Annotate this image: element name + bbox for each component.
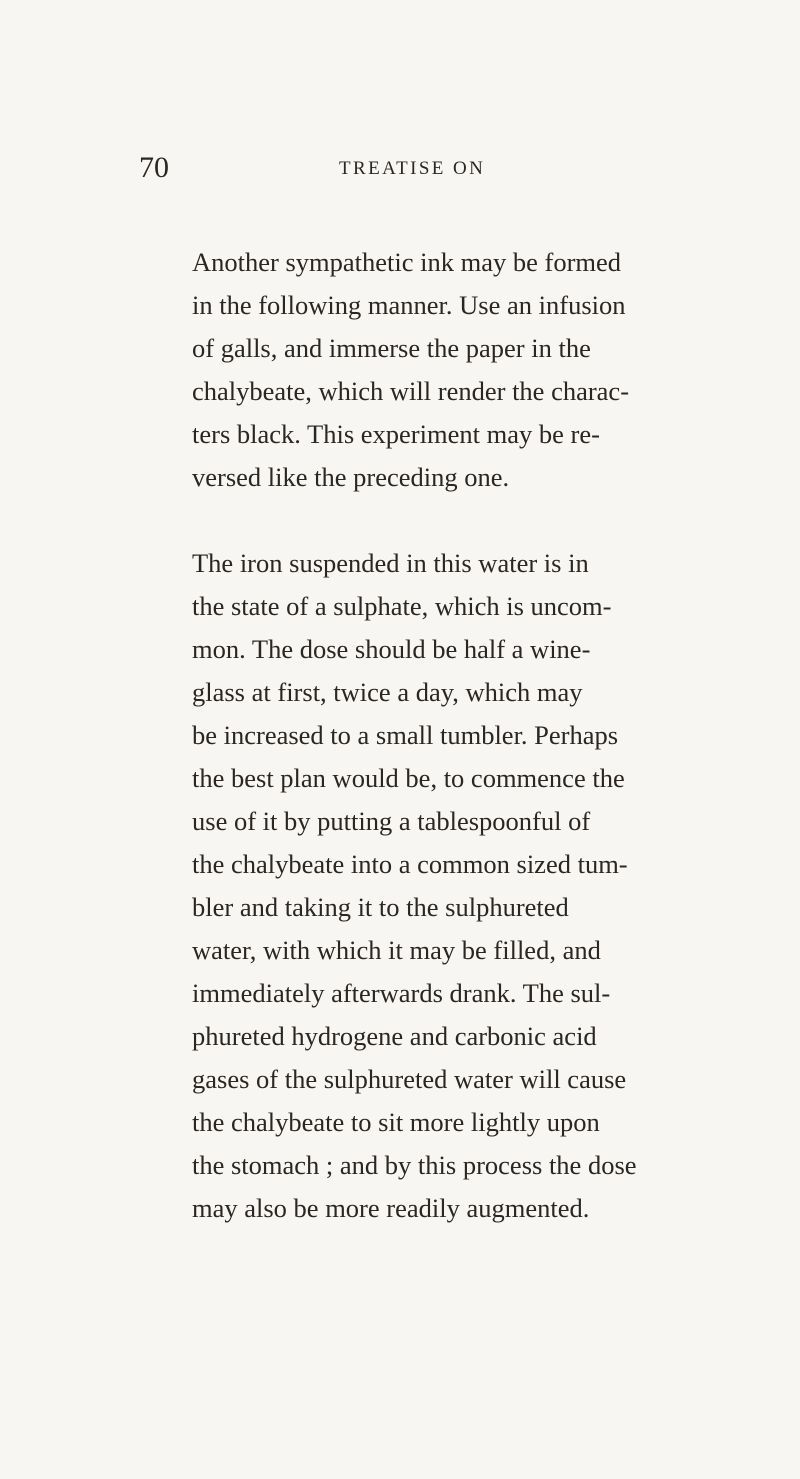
text-line: chalybeate, which will render the charac- [192,376,630,406]
running-head: TREATISE ON [339,158,486,179]
text-line: ters black. This experiment may be re- [192,419,600,449]
text-line: the best plan would be, to commence the [192,763,625,793]
text-line: glass at first, twice a day, which may [192,677,583,707]
text-line: gases of the sulphureted water will cause [192,1064,627,1094]
text-line: The iron suspended in this water is in [192,548,589,578]
text-line: Another sympathetic ink may be formed [192,247,622,277]
paragraph-1 [136,241,668,499]
text-line: bler and taking it to the sulphureted [192,892,569,922]
text-line: may also be more readily augmented. [192,1193,590,1223]
text-line: mon. The dose should be half a wine- [192,634,591,664]
text-line: the chalybeate into a common sized tum- [192,849,628,879]
paragraph-2 [136,542,668,1230]
text-line: immediately afterwards drank. The sul- [192,978,611,1008]
text-line: the state of a sulphate, which is uncom- [192,591,612,621]
text-line: use of it by putting a tablespoonful of [192,806,591,836]
text-line: the stomach ; and by this process the dose [192,1150,637,1180]
page-number: 70 [139,151,169,184]
text-line: versed like the preceding one. [192,462,510,492]
body-text [136,241,668,1230]
text-line: the chalybeate to sit more lightly upon [192,1107,600,1137]
text-line: phureted hydrogene and carbonic acid [192,1021,597,1051]
text-line: of galls, and immerse the paper in the [192,333,591,363]
text-line: in the following manner. Use an infusion [192,290,626,320]
text-line: water, with which it may be filled, and [192,935,601,965]
text-line: be increased to a small tumbler. Perhaps [192,720,619,750]
page-header [0,148,800,188]
